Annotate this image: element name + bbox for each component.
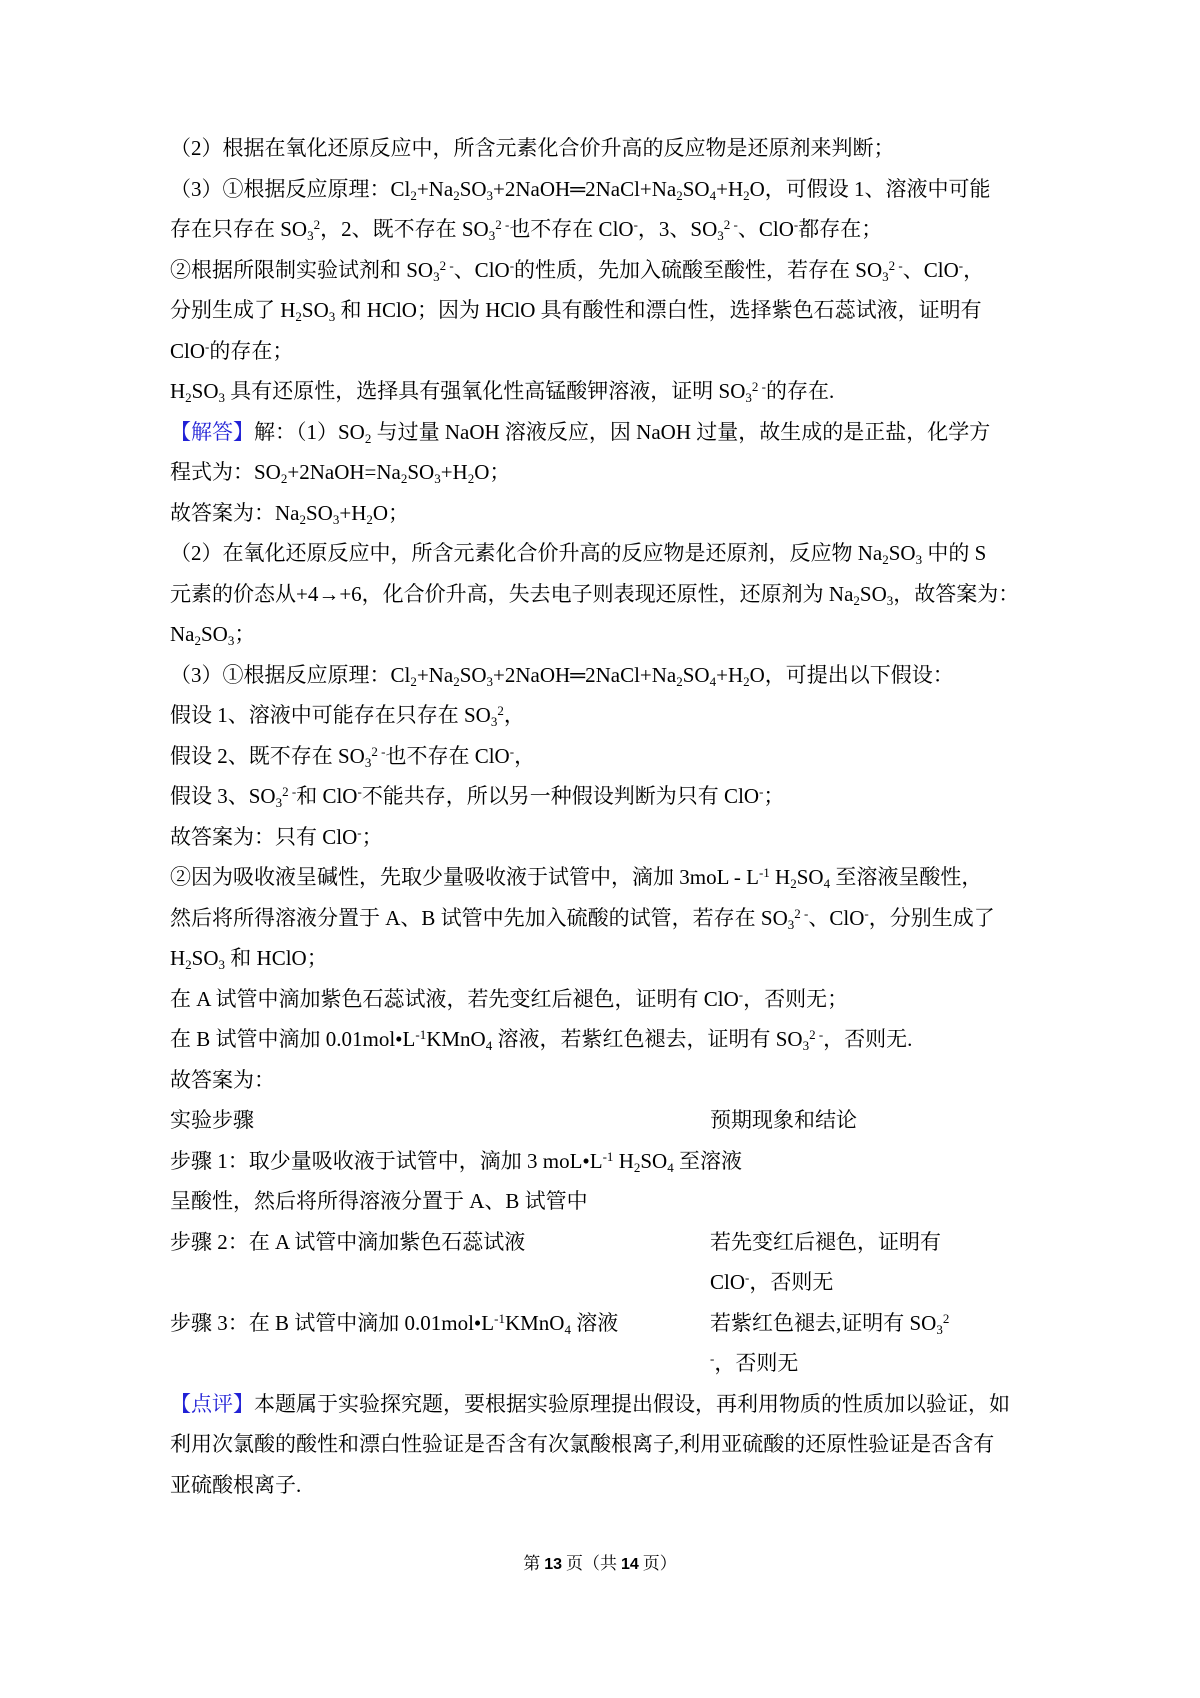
table-line	[170, 1222, 1042, 1263]
table-cell-left: 呈酸性，然后将所得溶液分置于 A、B 试管中	[170, 1189, 588, 1213]
text-line	[170, 533, 1042, 574]
line-text: 故答案为：$Na_2SO_3+H_2O$；	[170, 500, 410, 527]
page-footer	[0, 1549, 1200, 1574]
text-line	[170, 979, 1042, 1020]
line-text: 分别生成了 $H_2SO_3$ 和 HClO；因为 HClO 具有酸性和漂白性，选择紫色石蕊试液，证明有	[170, 298, 982, 324]
line-text: $Na_2SO_3$；	[170, 622, 256, 648]
text-line	[170, 493, 1042, 534]
line-text: ②根据所限制实验试剂和 $SO_3^{2 -}$、ClO-的性质，先加入硫酸至酸性，若存在 $SO_3^{2 -}$、ClO-，	[170, 257, 985, 284]
section-label: 【点评】	[170, 1391, 254, 1416]
footer-text-after: 页）	[642, 1554, 677, 1573]
text-line	[170, 412, 1042, 453]
line-text: 然后将所得溶液分置于 A、B 试管中先加入硫酸的试管，若存在 $SO_3^{2 -}$、ClO-，分别生成了	[170, 905, 995, 932]
table-line	[170, 1100, 1042, 1141]
table-line	[170, 1141, 1042, 1182]
text-line	[170, 128, 1042, 169]
document-body	[170, 128, 1042, 1505]
table-cell-right: ClO-，否则无	[710, 1269, 834, 1294]
line-text: 假设 1、溶液中可能存在只存在 $SO_3^2$，	[170, 702, 525, 729]
line-text: 假设 3、$SO_3^{2 -}$和 ClO-不能共存，所以另一种假设判断为只有 ClO-；	[170, 783, 785, 810]
line-text: 在 A 试管中滴加紫色石蕊试液，若先变红后褪色，证明有 ClO-，否则无；	[170, 986, 849, 1011]
line-text: （3）①根据反应原理：$Cl_2+Na_2SO_3+2NaOH═2NaCl+Na_2SO_4+H_2O$，可提出以下假设：	[170, 662, 954, 689]
table-cell-right: 若紫红色褪去,证明有 $SO_3^2$	[710, 1310, 950, 1337]
footer-page-number: 13	[544, 1556, 562, 1573]
table-line	[170, 1262, 1042, 1303]
text-line	[170, 695, 1042, 736]
line-text: 故答案为：	[170, 1067, 275, 1092]
text-line	[170, 1424, 1042, 1465]
line-text: 在 B 试管中滴加 $0.01mol•L^{-1}KMnO_4$ 溶液，若紫红色褪去，证明有 $SO_3^{2 -}$，否则无.	[170, 1026, 913, 1053]
line-text: 利用次氯酸的酸性和漂白性验证是否含有次氯酸根离子,利用亚硫酸的还原性验证是否含有	[170, 1432, 995, 1456]
line-text: 假设 2、既不存在 $SO_3^{2 -}$也不存在 ClO-，	[170, 743, 536, 770]
table-cell-left: 步骤 1：取少量吸收液于试管中，滴加 3 $moL•L^{-1}$ $H_2SO_4$ 至溶液	[170, 1148, 742, 1175]
table-line	[170, 1181, 1042, 1222]
line-text: 元素的价态从+4→+6，化合价升高，失去电子则表现还原性，还原剂为 $Na_2SO_3$，故答案为：	[170, 581, 1020, 608]
text-line	[170, 209, 1042, 250]
text-line	[170, 1019, 1042, 1060]
text-line	[170, 169, 1042, 210]
line-text: 故答案为：只有 ClO-；	[170, 824, 383, 849]
line-text: 亚硫酸根离子.	[170, 1472, 302, 1497]
text-line	[170, 1384, 1042, 1425]
line-text: 解：$(1)SO_2$ 与过量 NaOH 溶液反应，因 NaOH 过量，故生成的是正盐，化学方	[254, 419, 991, 446]
text-line	[170, 290, 1042, 331]
line-text: （2）在氧化还原反应中，所含元素化合价升高的反应物是还原剂，反应物 $Na_2SO_3$ 中的 S	[170, 541, 987, 567]
table-cell-right: -，否则无	[710, 1350, 799, 1375]
footer-text-middle: 页（共	[566, 1554, 617, 1573]
section-label: 【解答】	[170, 419, 254, 444]
line-text: $H_2SO_3$ 和 HClO；	[170, 946, 328, 972]
line-text: ②因为吸收液呈碱性，先取少量吸收液于试管中，滴加 $3moL - L^{-1}$ $H_2SO_4$ 至溶液呈酸性，	[170, 864, 983, 891]
table-line	[170, 1343, 1042, 1384]
text-line	[170, 655, 1042, 696]
text-line	[170, 776, 1042, 817]
text-line	[170, 574, 1042, 615]
text-line	[170, 857, 1042, 898]
text-line	[170, 371, 1042, 412]
table-cell-left: 实验步骤	[170, 1108, 254, 1132]
text-line	[170, 1465, 1042, 1506]
footer-text-before: 第	[523, 1554, 541, 1573]
text-line	[170, 1060, 1042, 1101]
table-line	[170, 1303, 1042, 1344]
table-cell-left: 步骤 2：在 A 试管中滴加紫色石蕊试液	[170, 1229, 526, 1254]
table-cell-right: 预期现象和结论	[710, 1108, 857, 1132]
text-line	[170, 250, 1042, 291]
line-text: ClO-的存在；	[170, 338, 294, 363]
text-line	[170, 614, 1042, 655]
text-line	[170, 452, 1042, 493]
text-line	[170, 898, 1042, 939]
line-text: 程式为：$SO_2+2NaOH=Na_2SO_3+H_2O$；	[170, 460, 511, 486]
text-line	[170, 817, 1042, 858]
text-line	[170, 736, 1042, 777]
line-text: 本题属于实验探究题，要根据实验原理提出假设，再利用物质的性质加以验证，如	[254, 1391, 1010, 1416]
line-text: $H_2SO_3$ 具有还原性，选择具有强氧化性高锰酸钾溶液，证明 $SO_3^{2 -}$的存在.	[170, 378, 835, 405]
text-line	[170, 938, 1042, 979]
footer-total-pages: 14	[621, 1556, 639, 1573]
line-text: （3）①根据反应原理：$Cl_2+Na_2SO_3+2NaOH═2NaCl+Na_2SO_4+H_2O$，可假设 1、溶液中可能	[170, 176, 991, 203]
table-cell-left: 步骤 3：在 B 试管中滴加 $0.01mol•L^{-1}KMnO_4$ 溶液	[170, 1310, 619, 1337]
line-text: 存在只存在 $SO_3^2$，2、既不存在 $SO_3^{2 -}$也不存在 ClO-，3、$SO_3^{2 -}$、ClO-都存在；	[170, 216, 883, 243]
text-line	[170, 331, 1042, 372]
table-cell-right: 若先变红后褪色，证明有	[710, 1229, 941, 1254]
line-text: （2）根据在氧化还原反应中，所含元素化合价升高的反应物是还原剂来判断；	[170, 136, 895, 160]
